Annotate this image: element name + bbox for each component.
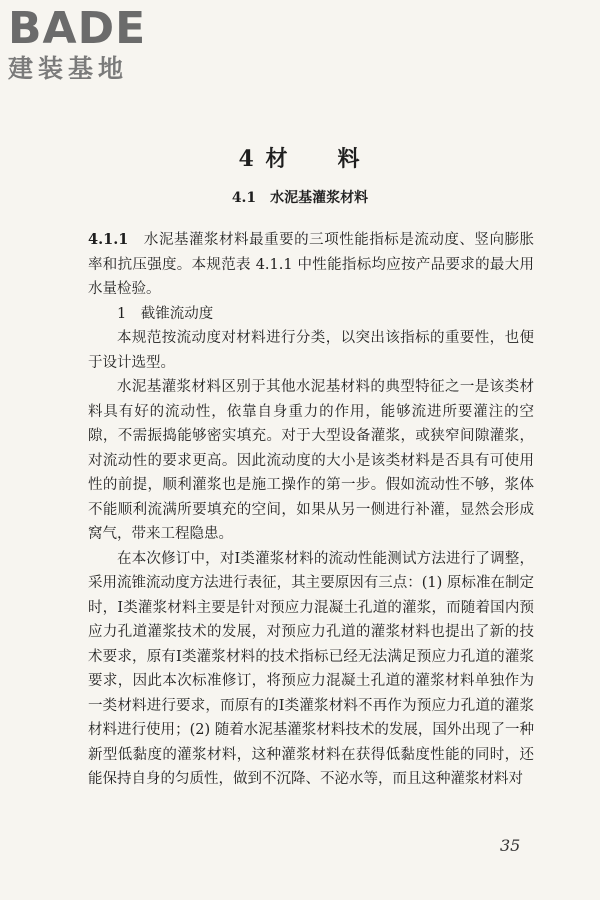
- bade-logo: [8, 3, 147, 84]
- item-heading: 1 截锥流动度: [117, 305, 214, 322]
- clause-4-1-1: [88, 228, 534, 302]
- body-text: [88, 228, 534, 792]
- paragraph: 在本次修订中，对Ⅰ类灌浆材料的流动性能测试方法进行了调整，采用流锥流动度方法进行表征，其主要原因有三点：(1) 原标准在制定时，Ⅰ类灌浆材料主要是针对预应力混凝土孔道的灌浆，而随着国内预应力孔道灌浆技术的发展，对预应力孔道的灌浆材料也提出了新的技术要求，原有Ⅰ类灌浆材料的技术指标已经无法满足预应力孔道的灌浆要求，因此本次标准修订，将预应力混凝土孔道的灌浆材料单独作为一类材料进行要求，而原有的Ⅰ类灌浆材料不再作为预应力孔道的灌浆材料进行使用；(2) 随着水泥基灌浆材料技术的发展，国外出现了一种新型低黏度的灌浆材料，这种灌浆材料在获得低黏度性能的同时，还能保持自身的匀质性，做到不沉降、不泌水等，而且这种灌浆材料对: [88, 550, 534, 787]
- logo-subtitle: 建装基地: [8, 54, 129, 83]
- page-number: 35: [500, 836, 521, 855]
- clause-text: 水泥基灌浆材料最重要的三项性能指标是流动度、竖向膨胀率和抗压强度。本规范表 4.1.1 中性能指标均应按产品要求的最大用水量检验。: [88, 232, 534, 297]
- section-title: 4.1 水泥基灌浆材料: [231, 190, 369, 206]
- paragraph: 本规范按流动度对材料进行分类，以突出该指标的重要性，也便于设计选型。: [88, 330, 534, 371]
- clause-number: 4.1.1: [88, 231, 129, 248]
- paragraph: 水泥基灌浆材料区别于其他水泥基材料的典型特征之一是该类材料具有好的流动性，依靠自身重力的作用，能够流进所要灌注的空隙，不需振捣能够密实填充。对于大型设备灌浆，或狭窄间隙灌浆，对流动性的要求更高。因此流动度的大小是该类材料是否具有可使用性的前提，顺利灌浆也是施工操作的第一步。假如流动性不够，浆体不能顺利流满所要填充的空间，如果从另一侧进行补灌，显然会形成窝气，带来工程隐患。: [88, 379, 534, 542]
- chapter-title: 4 材 料: [238, 146, 362, 172]
- logo-wordmark: BADE: [8, 3, 147, 54]
